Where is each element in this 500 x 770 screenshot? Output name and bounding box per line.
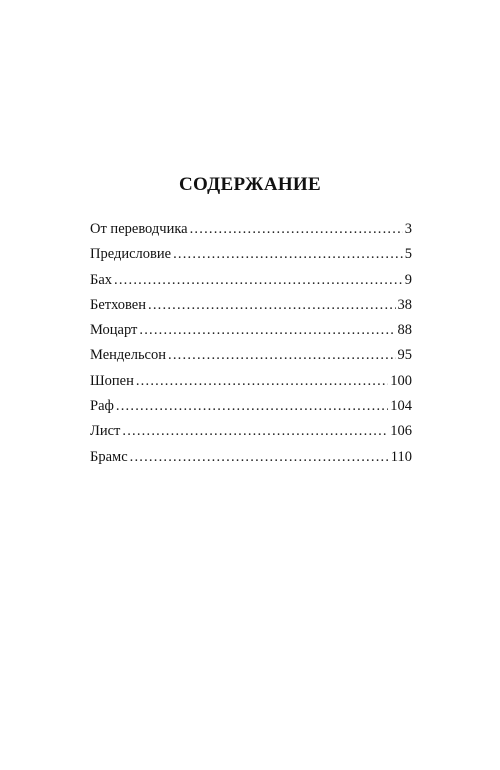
toc-entry-label: Моцарт bbox=[90, 322, 138, 339]
toc-entry bbox=[90, 270, 412, 295]
dot-leader bbox=[116, 396, 388, 416]
toc-entry bbox=[90, 396, 412, 421]
toc-entry-label: Бах bbox=[90, 271, 113, 288]
dot-leader bbox=[148, 295, 395, 315]
toc-entry-label: Шопен bbox=[90, 372, 134, 389]
dot-leader bbox=[114, 270, 403, 290]
dot-leader bbox=[139, 320, 395, 340]
dot-leader bbox=[190, 219, 403, 239]
toc-entry-page: 5 bbox=[404, 246, 412, 263]
toc-title: СОДЕРЖАНИЕ bbox=[179, 174, 321, 195]
toc-entry-page: 3 bbox=[404, 221, 412, 237]
toc-entry bbox=[90, 320, 412, 345]
dot-leader bbox=[173, 244, 403, 264]
dot-leader bbox=[130, 447, 389, 467]
toc-entry bbox=[90, 345, 412, 370]
toc-entry-page: 100 bbox=[390, 372, 412, 389]
dot-leader bbox=[122, 421, 388, 441]
toc-entry-page: 38 bbox=[397, 296, 412, 313]
toc-entry-label: Предисловие bbox=[90, 246, 172, 263]
dot-leader bbox=[136, 371, 388, 391]
toc-entry-label: Мендельсон bbox=[90, 347, 167, 364]
toc-entry-label: Лист bbox=[90, 423, 121, 440]
toc-entry bbox=[90, 295, 412, 320]
toc-entry-label: Бетховен bbox=[90, 296, 147, 313]
toc-entry-page: 95 bbox=[397, 347, 412, 364]
toc-entry-label: От переводчика bbox=[90, 221, 188, 237]
toc-entry bbox=[90, 244, 412, 269]
toc-entry-label: Брамс bbox=[90, 448, 128, 465]
toc-entry-page: 110 bbox=[390, 448, 412, 465]
toc-entry bbox=[90, 371, 412, 396]
toc-entry-page: 9 bbox=[404, 271, 412, 288]
toc-entry-page: 88 bbox=[397, 322, 412, 339]
dot-leader bbox=[168, 345, 395, 365]
toc-list bbox=[90, 219, 412, 472]
toc-entry-page: 104 bbox=[390, 398, 412, 415]
toc-entry bbox=[90, 421, 412, 446]
toc-entry bbox=[90, 447, 412, 472]
toc-entry bbox=[90, 219, 412, 244]
toc-entry-page: 106 bbox=[390, 423, 412, 440]
toc-entry-label: Раф bbox=[90, 398, 114, 415]
